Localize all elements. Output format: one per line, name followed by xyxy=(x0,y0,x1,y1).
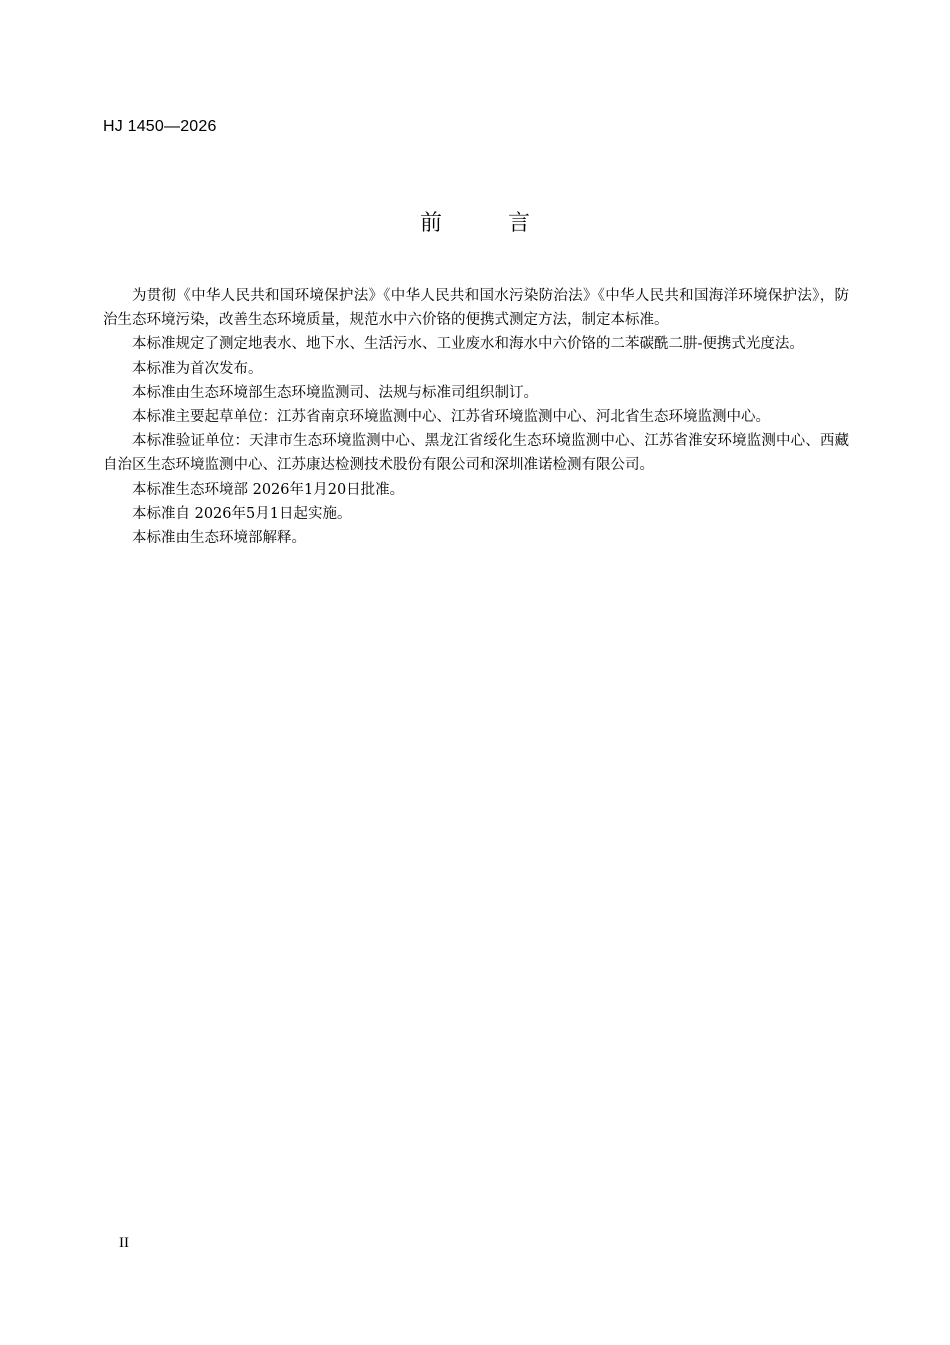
paragraph-effective-date: 本标准自 2026年5月1日起实施。 xyxy=(132,505,352,522)
paragraph-interpretation: 本标准由生态环境部解释。 xyxy=(132,530,306,547)
page-number: II xyxy=(119,1235,129,1251)
paragraph-first-release: 本标准为首次发布。 xyxy=(132,360,263,377)
paragraph-approval-date: 本标准生态环境部 2026年1月20日批准。 xyxy=(132,481,405,498)
paragraph-drafting-units: 本标准主要起草单位：江苏省南京环境监测中心、江苏省环境监测中心、河北省生态环境监测中心。 xyxy=(132,409,770,426)
paragraph-purpose: 为贯彻《中华人民共和国环境保护法》《中华人民共和国水污染防治法》《中华人民共和国海洋环境保护法》，防治生态环境污染，改善生态环境质量，规范水中六价铬的便携式测定方法，制定本标准。 xyxy=(103,288,849,329)
paragraph-scope: 本标准规定了测定地表水、地下水、生活污水、工业废水和海水中六价铬的二苯碳酰二肼-便携式光度法。 xyxy=(132,336,804,353)
paragraph-verification-units: 本标准验证单位：天津市生态环境监测中心、黑龙江省绥化生态环境监测中心、江苏省淮安环境监测中心、西藏自治区生态环境监测中心、江苏康达检测技术股份有限公司和深圳准诺检测有限公司。 xyxy=(103,433,849,474)
page-title: 前 言 xyxy=(419,211,552,236)
preface-body xyxy=(103,284,849,550)
paragraph-organizer: 本标准由生态环境部生态环境监测司、法规与标准司组织制订。 xyxy=(132,384,538,401)
document-code: HJ 1450—2026 xyxy=(103,118,217,135)
